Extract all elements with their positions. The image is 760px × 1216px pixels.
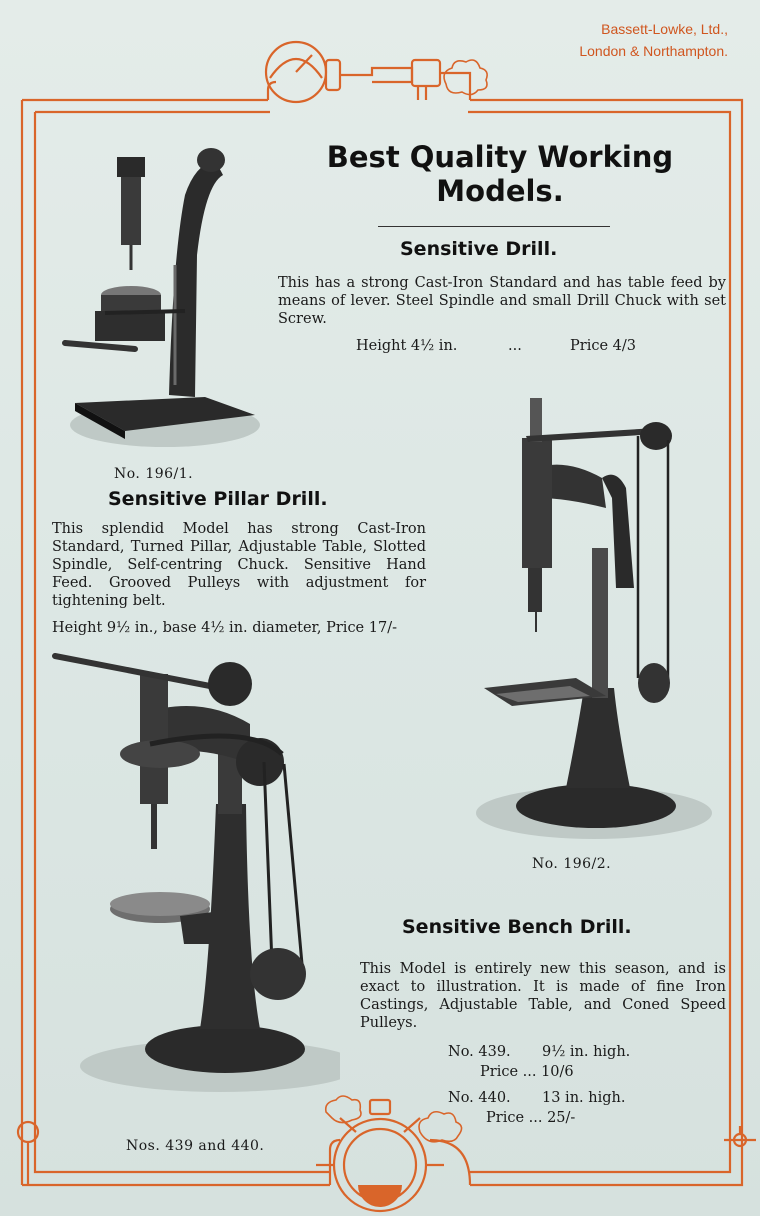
- title-divider: [378, 226, 610, 227]
- page-title: [300, 140, 700, 208]
- bench-drill-item-439-price: Price ... 10/6: [480, 1064, 574, 1080]
- sensitive-drill-price: Price 4/3: [570, 338, 636, 354]
- bench-drill-heading: Sensitive Bench Drill.: [402, 916, 632, 938]
- bench-drill-item-440-size: 13 in. high.: [542, 1090, 626, 1106]
- publisher-name: Bassett-Lowke, Ltd.,: [601, 21, 728, 37]
- drill-196-1-caption: No. 196/1.: [114, 466, 194, 482]
- page-title-line1: Best Quality Working: [326, 140, 674, 174]
- bench-drill-illustration: [50, 644, 340, 1094]
- drill-196-2-illustration: [466, 388, 716, 840]
- sensitive-drill-height: Height 4½ in.: [356, 338, 458, 354]
- bench-drill-caption: Nos. 439 and 440.: [126, 1138, 265, 1154]
- sensitive-drill-description: This has a strong Cast-Iron Standard and has table feed by means of lever. Steel Spindle and small Drill Chuck with set Screw.: [278, 275, 726, 327]
- bench-drill-item-440-number: No. 440.: [448, 1090, 511, 1106]
- bench-drill-item-439-size: 9½ in. high.: [542, 1044, 631, 1060]
- pillar-drill-description: This splendid Model has strong Cast-Iron Standard, Turned Pillar, Adjustable Table, Slotted Spindle, Self-centring Chuck. Sensitive Hand Feed. Grooved Pulleys with adjustment for tightening belt.: [52, 521, 426, 609]
- bench-drill-item-440-price: Price ... 25/-: [486, 1110, 576, 1126]
- bench-drill-item-439-number: No. 439.: [448, 1044, 511, 1060]
- drill-196-1-illustration: [55, 135, 265, 455]
- drill-196-2-caption: No. 196/2.: [532, 856, 612, 872]
- publisher-block: [579, 18, 728, 62]
- publisher-location: London & Northampton.: [579, 43, 728, 59]
- page-title-line2: Models.: [436, 174, 564, 208]
- sensitive-drill-heading: Sensitive Drill.: [400, 238, 558, 260]
- pillar-drill-heading: Sensitive Pillar Drill.: [108, 488, 328, 510]
- bench-drill-description: This Model is entirely new this season, and is exact to illustration. It is made of fine Iron Castings, Adjustable Table, and Coned Speed Pulleys.: [360, 961, 726, 1031]
- pillar-drill-height-price: Height 9½ in., base 4½ in. diameter, Price 17/-: [52, 620, 397, 636]
- sensitive-drill-dots: ...: [508, 338, 522, 354]
